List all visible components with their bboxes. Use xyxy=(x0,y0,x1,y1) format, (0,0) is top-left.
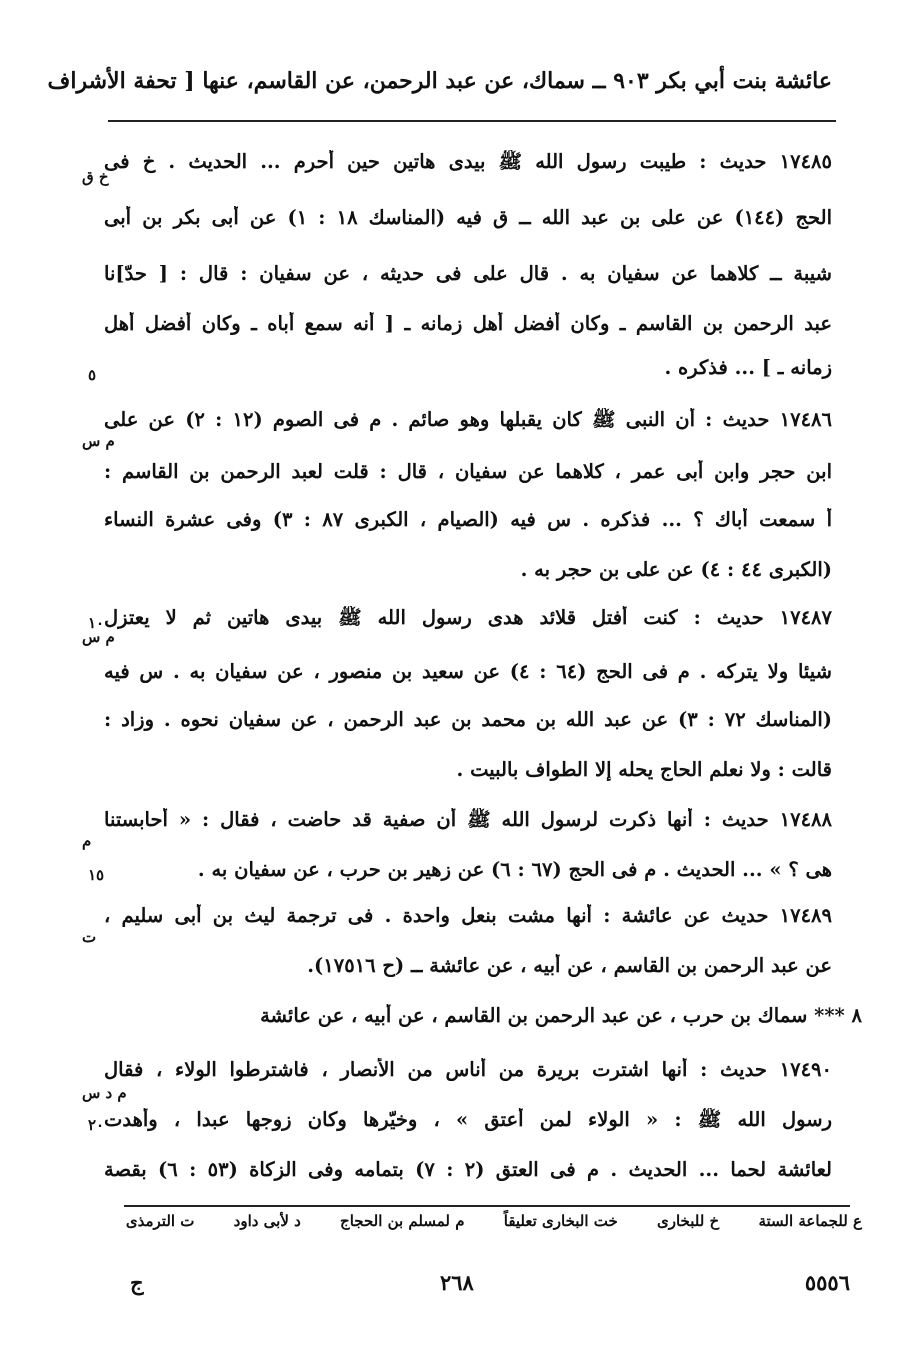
source-code: م س xyxy=(82,628,115,646)
text-line: ابن حجر وابن أبى عمر ، كلاهما عن سفيان ، قال : قلت لعبد الرحمن بن القاسم : xyxy=(104,460,832,483)
source-code: م د س xyxy=(82,1084,127,1102)
text-line: (المناسك ٧٢ : ٣) عن عبد الله بن محمد بن عبد الرحمن ، عن سفيان نحوه . وزاد : xyxy=(104,708,832,731)
text-line: قالت : ولا نعلم الحاج يحله إلا الطواف بالبيت . xyxy=(456,758,832,781)
page-number: ٢٦٨ xyxy=(440,1270,474,1295)
volume-mark: ج xyxy=(130,1270,144,1295)
text-line: (الكبرى ٤٤ : ٤) عن على بن حجر به . xyxy=(520,558,832,581)
line-number: ٢٠ xyxy=(88,1116,105,1134)
line-number: ١٠ xyxy=(88,614,105,632)
text-line: شيبة ــ كلاهما عن سفيان به . قال على فى حديثه ، عن سفيان : قال : [ حدّ]نا xyxy=(104,262,832,285)
footer-rule xyxy=(124,1205,850,1207)
legend-item: ت الترمذى xyxy=(125,1212,195,1230)
legend-item: د لأبى داود xyxy=(233,1212,301,1230)
page-header: عائشة بنت أبي بكر ٩٠٣ ــ سماك، عن عبد الرحمن، عن القاسم، عنها [ تحفة الأشراف xyxy=(47,68,832,94)
text-line: هى ؟ » ... الحديث . م فى الحج (٦٧ : ٦) عن زهير بن حرب ، عن سفيان به . xyxy=(197,858,832,881)
line-number: ٥ xyxy=(88,366,97,384)
legend-item: ع للجماعة الستة xyxy=(758,1212,862,1230)
text-line: عن عبد الرحمن بن القاسم ، عن أبيه ، عن عائشة ــ (ح ١٧٥١٦). xyxy=(307,954,832,977)
header-rule xyxy=(108,120,836,122)
text-line: ١٧٤٩٠ حديث : أنها اشترت بريرة من أناس من الأنصار ، فاشترطوا الولاء ، فقال xyxy=(104,1058,832,1081)
legend-item: م لمسلم بن الحجاج xyxy=(340,1212,465,1230)
text-line: ١٧٤٨٥ حديث : طيبت رسول الله ﷺ بيدى هاتين حين أحرم ... الحديث . خ فى xyxy=(104,150,832,173)
text-line: عبد الرحمن بن القاسم ـ وكان أفضل أهل زمانه ـ [ أنه سمع أباه ـ وكان أفضل أهل xyxy=(104,312,832,335)
source-code: م س xyxy=(82,432,115,450)
text-line: لعائشة لحما ... الحديث . م فى العتق (٢ : ٧) بتمامه وفى الزكاة (٥٣ : ٦) بقصة xyxy=(104,1158,832,1181)
text-line: ١٧٤٨٩ حديث عن عائشة : أنها مشت بنعل واحدة . فى ترجمة ليث بن أبى سليم ، xyxy=(104,904,832,927)
legend-item: خ للبخارى xyxy=(657,1212,720,1230)
footer-legend xyxy=(82,1212,862,1230)
text-line: أ سمعت أباك ؟ ... فذكره . س فيه (الصيام ، الكبرى ٨٧ : ٣) وفى عشرة النساء xyxy=(104,508,832,531)
text-line: ١٧٤٨٦ حديث : أن النبى ﷺ كان يقبلها وهو صائم . م فى الصوم (١٢ : ٢) عن على xyxy=(104,408,832,431)
source-code: ت xyxy=(82,928,97,946)
text-line: رسول الله ﷺ : « الولاء لمن أعتق » ، وخيّرها وكان زوجها عبدا ، وأهدت xyxy=(104,1108,832,1131)
text-line: زمانه ـ ] ... فذكره . xyxy=(664,356,832,379)
source-code: خ ق xyxy=(82,168,109,186)
text-line: الحج (١٤٤) عن على بن عبد الله ــ ق فيه (المناسك ١٨ : ١) عن أبى بكر بن أبى xyxy=(104,206,832,229)
source-code: م xyxy=(82,832,92,850)
text-line: ١٧٤٨٧ حديث : كنت أفتل قلائد هدى رسول الله ﷺ بيدى هاتين ثم لا يعتزل xyxy=(104,606,832,629)
text-line: ١٧٤٨٨ حديث : أنها ذكرت لرسول الله ﷺ أن صفية قد حاضت ، فقال : « أحابستنا xyxy=(104,808,832,831)
page-serial-number: ٥٥٥٦ xyxy=(804,1270,850,1295)
section-heading: ٨ *** سماك بن حرب ، عن عبد الرحمن بن القاسم ، عن أبيه ، عن عائشة xyxy=(260,1004,862,1027)
line-number: ١٥ xyxy=(88,866,105,884)
text-line: شيئا ولا يتركه . م فى الحج (٦٤ : ٤) عن سعيد بن منصور ، عن سفيان به . س فيه xyxy=(104,660,832,683)
legend-item: خت البخارى تعليقاً xyxy=(503,1212,618,1230)
